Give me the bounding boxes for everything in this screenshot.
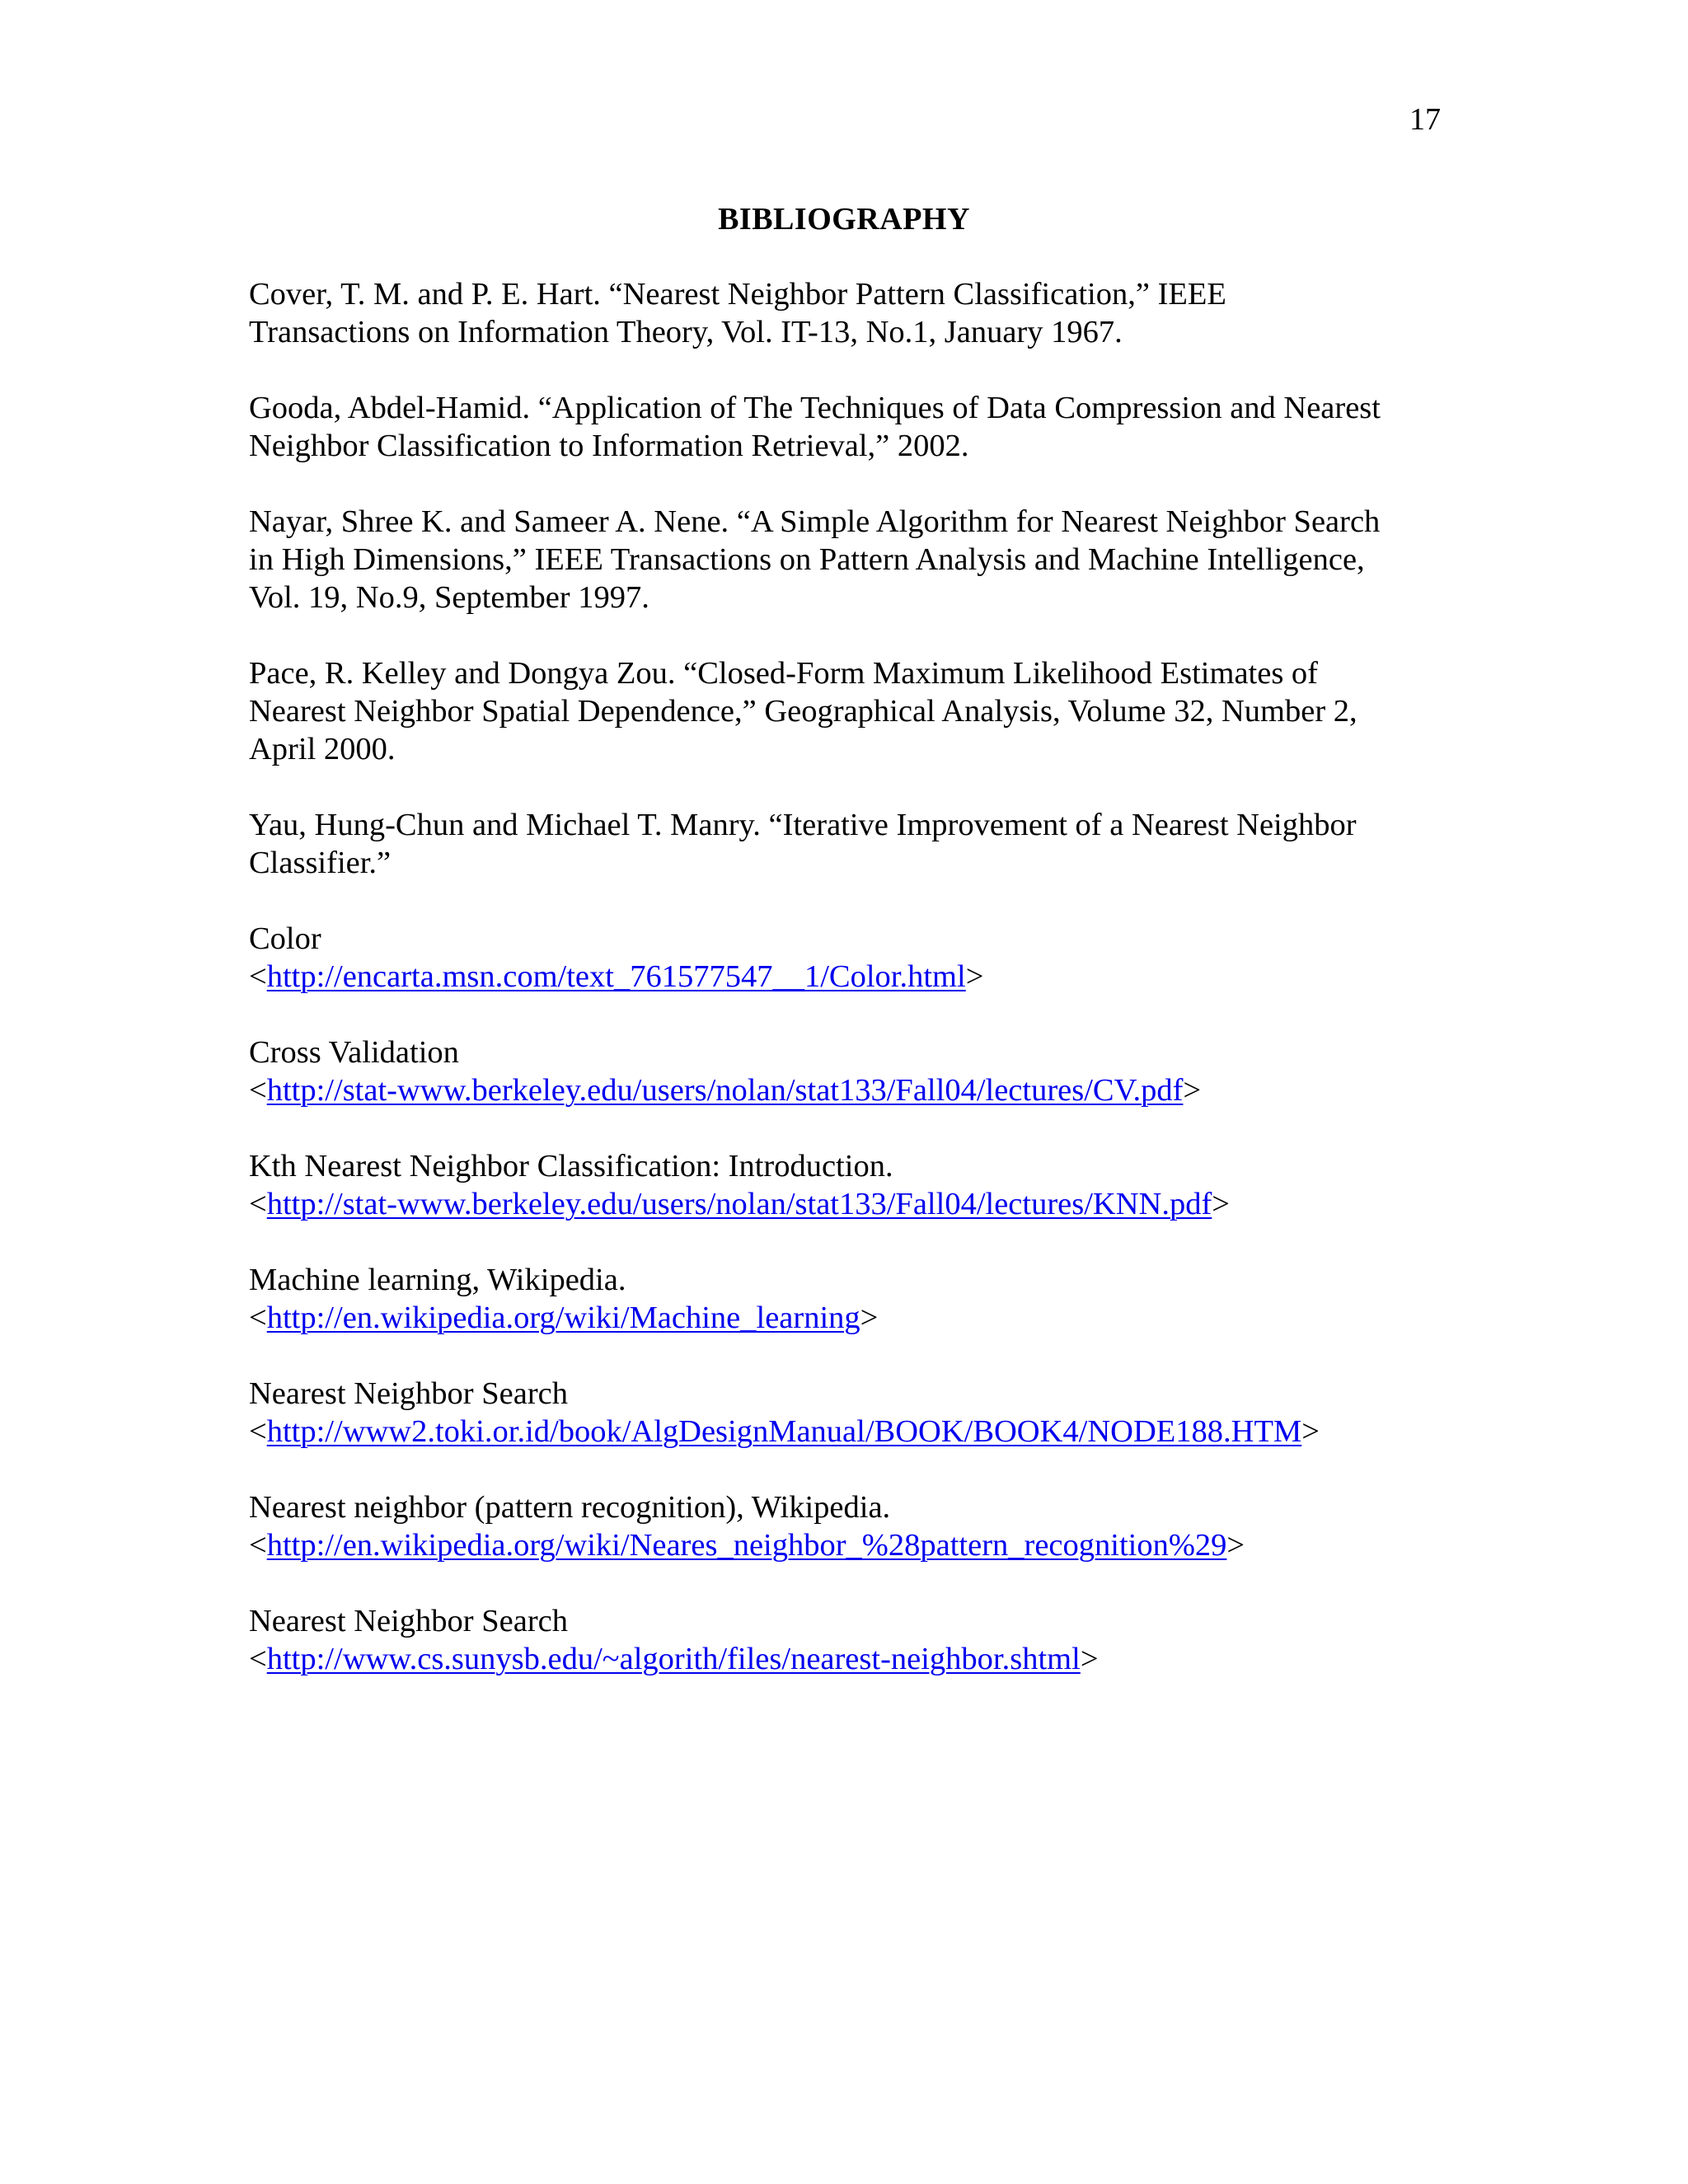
reference-line: Yau, Hung-Chun and Michael T. Manry. “Iterative Improvement of a Nearest Neighbor <box>249 808 1357 842</box>
open-bracket: < <box>249 1414 267 1449</box>
page-number: 17 <box>1409 102 1441 137</box>
reference-line: Gooda, Abdel-Hamid. “Application of The Techniques of Data Compression and Nearest <box>249 391 1381 425</box>
reference-entry <box>249 806 1452 882</box>
web-reference-link[interactable]: http://www2.toki.or.id/book/AlgDesignManual/BOOK/BOOK4/NODE188.HTM <box>266 1414 1302 1449</box>
web-reference-link[interactable]: http://www.cs.sunysb.edu/~algorith/files/nearest-neighbor.shtml <box>266 1642 1081 1676</box>
open-bracket: < <box>249 1187 267 1221</box>
web-reference-entry <box>249 1033 1452 1109</box>
close-bracket: > <box>860 1301 879 1335</box>
web-reference-url-line <box>249 1071 1452 1109</box>
web-reference-entry <box>249 1488 1452 1564</box>
reference-entry <box>249 654 1452 768</box>
close-bracket: > <box>1301 1414 1320 1449</box>
web-reference-url-line <box>249 1185 1452 1223</box>
open-bracket: < <box>249 1301 267 1335</box>
web-reference-title: Color <box>249 921 321 956</box>
web-reference-url-line <box>249 958 1452 996</box>
web-reference-entry <box>249 1602 1452 1678</box>
reference-line: Pace, R. Kelley and Dongya Zou. “Closed-Form Maximum Likelihood Estimates of <box>249 656 1319 691</box>
reference-line: Neighbor Classification to Information Retrieval,” 2002. <box>249 429 969 463</box>
close-bracket: > <box>1226 1528 1245 1563</box>
open-bracket: < <box>249 959 267 994</box>
web-reference-title: Nearest Neighbor Search <box>249 1376 568 1411</box>
web-reference-link[interactable]: http://encarta.msn.com/text_761577547__1/Color.html <box>266 959 966 994</box>
web-reference-url-line <box>249 1299 1452 1337</box>
reference-line: Classifier.” <box>249 846 392 880</box>
page-title: BIBLIOGRAPHY <box>718 202 970 237</box>
web-reference-link[interactable]: http://en.wikipedia.org/wiki/Neares_neighbor_%28pattern_recognition%29 <box>266 1528 1227 1563</box>
reference-line: Cover, T. M. and P. E. Hart. “Nearest Neighbor Pattern Classification,” IEEE <box>249 277 1226 312</box>
open-bracket: < <box>249 1073 267 1108</box>
reference-entry <box>249 389 1452 465</box>
web-reference-entry <box>249 1261 1452 1337</box>
open-bracket: < <box>249 1642 267 1676</box>
reference-line: Nayar, Shree K. and Sameer A. Nene. “A Simple Algorithm for Nearest Neighbor Search <box>249 504 1381 539</box>
open-bracket: < <box>249 1528 267 1563</box>
reference-entry <box>249 275 1452 351</box>
reference-line: in High Dimensions,” IEEE Transactions on Pattern Analysis and Machine Intelligence, <box>249 542 1365 577</box>
reference-line: Transactions on Information Theory, Vol. IT-13, No.1, January 1967. <box>249 315 1123 349</box>
web-reference-url-line <box>249 1526 1452 1564</box>
close-bracket: > <box>965 959 984 994</box>
close-bracket: > <box>1183 1073 1202 1108</box>
web-reference-title: Nearest neighbor (pattern recognition), Wikipedia. <box>249 1490 891 1525</box>
reference-line: Vol. 19, No.9, September 1997. <box>249 580 649 615</box>
reference-entry <box>249 503 1452 616</box>
web-reference-title: Nearest Neighbor Search <box>249 1604 568 1638</box>
reference-line: Nearest Neighbor Spatial Dependence,” Geographical Analysis, Volume 32, Number 2, <box>249 694 1357 729</box>
close-bracket: > <box>1212 1187 1230 1221</box>
web-reference-url-line <box>249 1413 1452 1451</box>
close-bracket: > <box>1080 1642 1099 1676</box>
web-reference-link[interactable]: http://en.wikipedia.org/wiki/Machine_learning <box>266 1301 860 1335</box>
web-reference-title: Kth Nearest Neighbor Classification: Introduction. <box>249 1149 893 1183</box>
web-reference-title: Machine learning, Wikipedia. <box>249 1263 626 1297</box>
web-reference-link[interactable]: http://stat-www.berkeley.edu/users/nolan/stat133/Fall04/lectures/CV.pdf <box>266 1073 1184 1108</box>
bibliography-list <box>249 275 1452 1716</box>
web-reference-link[interactable]: http://stat-www.berkeley.edu/users/nolan/stat133/Fall04/lectures/KNN.pdf <box>266 1187 1212 1221</box>
web-reference-entry <box>249 1375 1452 1451</box>
web-reference-title: Cross Validation <box>249 1035 459 1070</box>
web-reference-url-line <box>249 1640 1452 1678</box>
reference-line: April 2000. <box>249 732 396 766</box>
web-reference-entry <box>249 1147 1452 1223</box>
web-reference-entry <box>249 920 1452 996</box>
